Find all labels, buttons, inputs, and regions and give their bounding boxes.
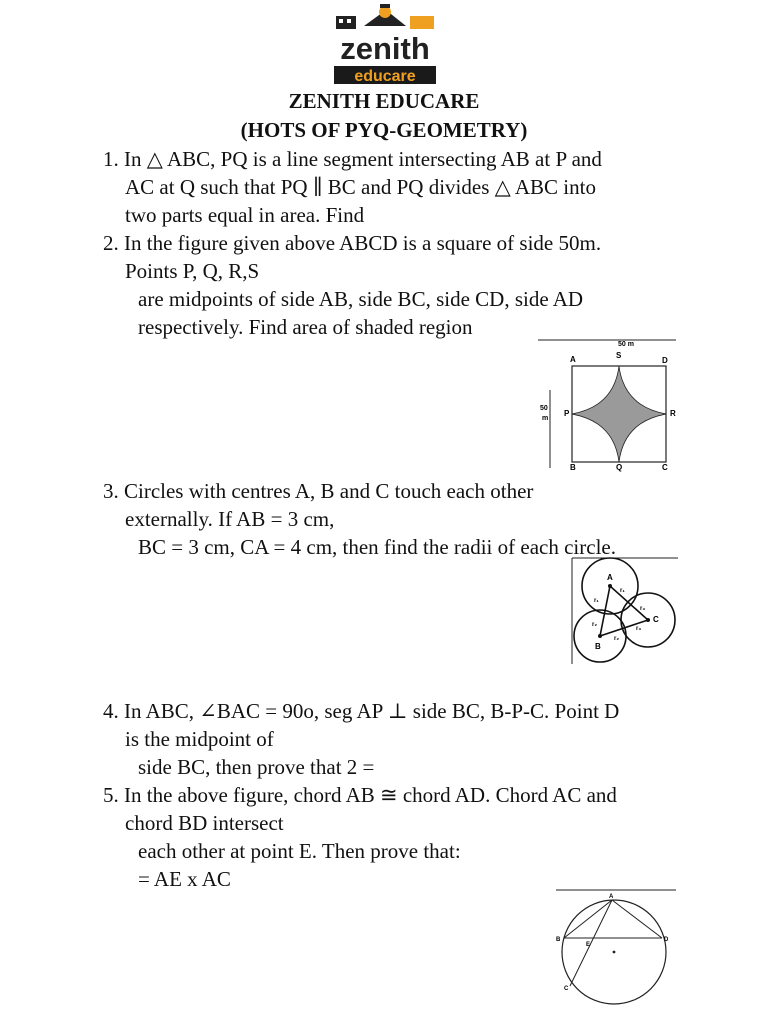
side-dimension-label-1: 50 bbox=[540, 405, 548, 412]
question-5-number: 5. bbox=[103, 783, 119, 807]
question-4-text-1: In ABC, ∠BAC = 90o, seg AP ⊥ side BC, B-P-C. Point D bbox=[124, 699, 620, 723]
question-5-text-1: In the above figure, chord AB ≅ chord AD. Chord AC and bbox=[124, 783, 617, 807]
midpoint-label-s: S bbox=[616, 351, 622, 360]
question-4-number: 4. bbox=[103, 699, 119, 723]
question-1-line-3: two parts equal in area. Find bbox=[125, 203, 365, 227]
question-1-line-1 bbox=[103, 146, 602, 172]
radius-label-r3-b: r₃ bbox=[636, 626, 642, 632]
question-5-line-3: each other at point E. Then prove that: bbox=[138, 839, 461, 863]
chord-ac bbox=[570, 900, 612, 986]
question-1-text-1: In △ ABC, PQ is a line segment intersecting AB at P and bbox=[124, 147, 602, 171]
midpoint-label-p: P bbox=[564, 409, 570, 418]
point-label-a: A bbox=[609, 894, 614, 900]
logo-word-zenith: zenith bbox=[340, 31, 430, 66]
question-1-line-2: AC at Q such that PQ ∥ BC and PQ divides △ ABC into bbox=[125, 175, 596, 199]
circles-figure bbox=[570, 556, 680, 668]
vertex-label-b: B bbox=[570, 463, 576, 472]
question-1-number: 1. bbox=[103, 147, 119, 171]
point-label-c: C bbox=[564, 986, 569, 992]
centre-label-a: A bbox=[607, 573, 613, 582]
question-2-line-4: respectively. Find area of shaded region bbox=[138, 315, 473, 339]
question-3-line-2: externally. If AB = 3 cm, bbox=[125, 507, 335, 531]
question-5-line-1 bbox=[103, 782, 617, 808]
question-3-text-1: Circles with centres A, B and C touch each other bbox=[124, 479, 534, 503]
question-2-number: 2. bbox=[103, 231, 119, 255]
centre-label-c: C bbox=[653, 615, 659, 624]
chord-ab bbox=[564, 900, 612, 938]
radius-label-r1-b: r₁ bbox=[594, 598, 599, 604]
question-2-line-2: Points P, Q, R,S bbox=[125, 259, 260, 283]
radius-label-r2-b: r₂ bbox=[614, 636, 620, 642]
radius-label-r1-a: r₁ bbox=[620, 588, 625, 594]
page-title: ZENITH EDUCARE bbox=[288, 89, 480, 113]
zenith-educare-logo bbox=[330, 4, 440, 88]
point-label-e: E bbox=[586, 942, 591, 948]
question-5-line-2: chord BD intersect bbox=[125, 811, 284, 835]
circle-centre bbox=[613, 951, 616, 954]
vertex-label-a: A bbox=[570, 355, 576, 364]
question-2-text-1: In the figure given above ABCD is a square of side 50m. bbox=[124, 231, 602, 255]
question-5-line-4: = AE x AC bbox=[138, 867, 231, 891]
question-4-line-1 bbox=[103, 698, 619, 724]
question-3-line-1 bbox=[103, 478, 533, 504]
radius-label-r3-a: r₃ bbox=[640, 606, 646, 612]
logo-word-educare: educare bbox=[354, 68, 416, 85]
point-label-d: D bbox=[664, 937, 669, 943]
midpoint-label-r: R bbox=[670, 409, 676, 418]
logo-right-block bbox=[410, 16, 434, 29]
shaded-star bbox=[572, 366, 666, 462]
vertex-label-c: C bbox=[662, 463, 668, 472]
question-4-line-3: side BC, then prove that 2 = bbox=[138, 755, 375, 779]
question-3-line-3: BC = 3 cm, CA = 4 cm, then find the radii of each circle. bbox=[138, 535, 616, 559]
chord-figure bbox=[554, 886, 678, 1016]
radius-label-r2-a: r₂ bbox=[592, 622, 598, 628]
top-dimension-label: 50 m bbox=[618, 341, 634, 348]
question-3-number: 3. bbox=[103, 479, 119, 503]
question-2-line-3: are midpoints of side AB, side BC, side CD, side AD bbox=[138, 287, 584, 311]
side-dimension-label-2: m bbox=[542, 415, 549, 422]
question-4-line-2: is the midpoint of bbox=[125, 727, 274, 751]
question-2-line-1 bbox=[103, 230, 601, 256]
point-label-b: B bbox=[556, 937, 561, 943]
page-subtitle: (HOTS OF PYQ-GEOMETRY) bbox=[240, 118, 528, 142]
square-figure bbox=[534, 336, 680, 476]
midpoint-label-q: Q bbox=[616, 463, 623, 472]
vertex-label-d: D bbox=[662, 356, 668, 365]
centre-label-b: B bbox=[595, 642, 601, 651]
